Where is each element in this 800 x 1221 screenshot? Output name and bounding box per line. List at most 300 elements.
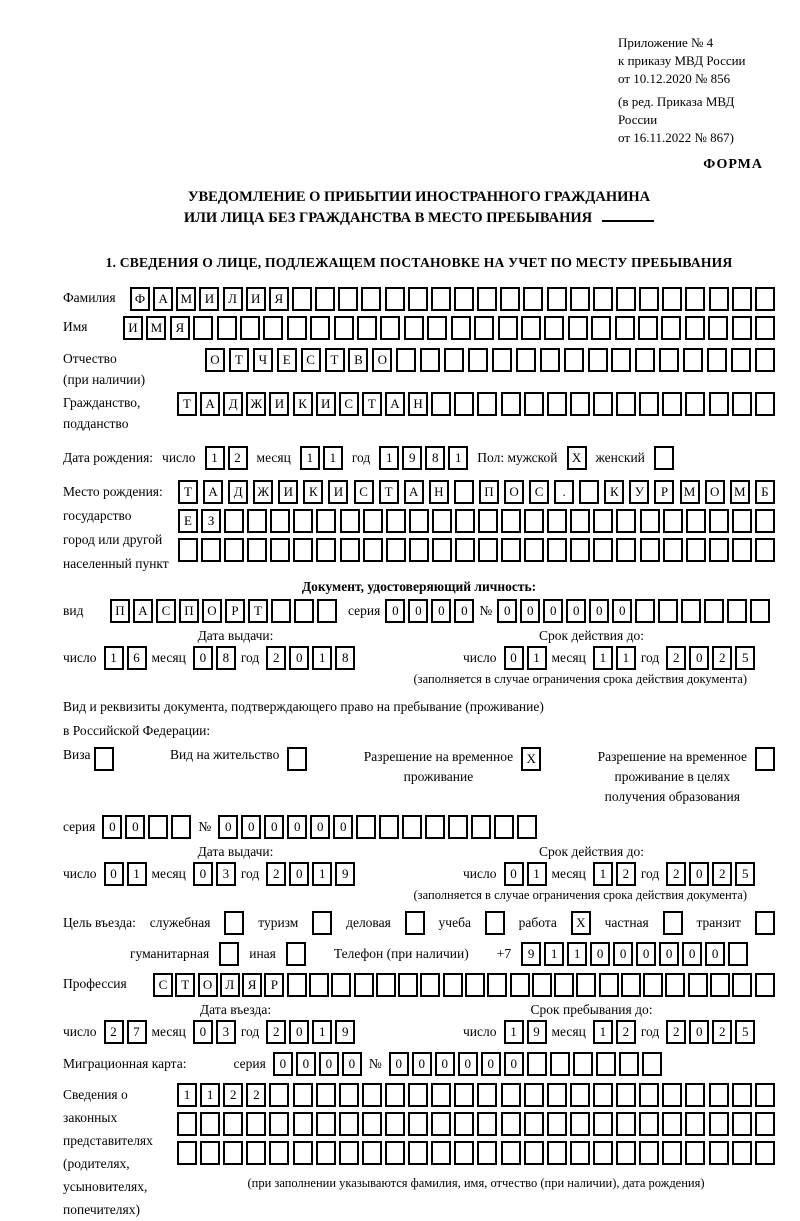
char-box[interactable]: 0 — [682, 942, 702, 966]
char-box[interactable] — [708, 316, 728, 340]
char-box[interactable]: Л — [223, 287, 243, 311]
char-box[interactable]: Я — [269, 287, 289, 311]
char-box[interactable] — [385, 287, 405, 311]
char-box[interactable] — [338, 287, 358, 311]
char-box[interactable]: 5 — [735, 1020, 755, 1044]
char-box[interactable] — [454, 392, 474, 416]
checkbox[interactable] — [219, 942, 239, 966]
char-box[interactable]: 0 — [689, 1020, 709, 1044]
char-box[interactable] — [398, 973, 418, 997]
char-box[interactable] — [750, 599, 770, 623]
char-box[interactable] — [593, 1141, 613, 1165]
char-box[interactable]: 2 — [266, 862, 286, 886]
char-box[interactable] — [616, 1112, 636, 1136]
char-box[interactable]: 0 — [435, 1052, 455, 1076]
char-box[interactable] — [363, 509, 383, 533]
char-box[interactable] — [385, 1083, 405, 1107]
char-box[interactable] — [309, 973, 329, 997]
checkbox[interactable] — [755, 911, 775, 935]
char-box[interactable] — [570, 392, 590, 416]
char-box[interactable] — [339, 1083, 359, 1107]
char-box[interactable] — [454, 1112, 474, 1136]
char-box[interactable]: 1 — [312, 862, 332, 886]
char-box[interactable] — [293, 1083, 313, 1107]
char-box[interactable] — [431, 392, 451, 416]
char-box[interactable]: С — [153, 973, 173, 997]
char-box[interactable] — [521, 316, 541, 340]
char-box[interactable]: 0 — [296, 1052, 316, 1076]
char-box[interactable] — [171, 815, 191, 839]
char-box[interactable]: 8 — [216, 646, 236, 670]
char-box[interactable] — [294, 599, 314, 623]
char-box[interactable] — [247, 509, 267, 533]
char-box[interactable] — [732, 1112, 752, 1136]
char-box[interactable] — [477, 392, 497, 416]
char-box[interactable] — [685, 287, 705, 311]
char-box[interactable] — [263, 316, 283, 340]
char-box[interactable]: 1 — [312, 1020, 332, 1044]
char-box[interactable] — [427, 316, 447, 340]
char-box[interactable]: П — [179, 599, 199, 623]
char-box[interactable] — [662, 1083, 682, 1107]
char-box[interactable]: 3 — [216, 1020, 236, 1044]
char-box[interactable]: Т — [379, 480, 399, 504]
char-box[interactable]: Е — [178, 509, 198, 533]
char-box[interactable]: С — [529, 480, 549, 504]
char-box[interactable]: 0 — [273, 1052, 293, 1076]
char-box[interactable]: М — [146, 316, 166, 340]
char-box[interactable] — [501, 1112, 521, 1136]
char-box[interactable] — [547, 392, 567, 416]
char-box[interactable] — [663, 538, 683, 562]
char-box[interactable]: И — [199, 287, 219, 311]
char-box[interactable] — [201, 538, 221, 562]
char-box[interactable] — [409, 538, 429, 562]
char-box[interactable] — [331, 973, 351, 997]
char-box[interactable] — [755, 1112, 775, 1136]
char-box[interactable]: 0 — [458, 1052, 478, 1076]
char-box[interactable] — [732, 1083, 752, 1107]
char-box[interactable]: 0 — [689, 646, 709, 670]
char-box[interactable]: 0 — [218, 815, 238, 839]
char-box[interactable]: 0 — [310, 815, 330, 839]
char-box[interactable]: 1 — [205, 446, 225, 470]
char-box[interactable] — [662, 287, 682, 311]
char-box[interactable] — [593, 392, 613, 416]
char-box[interactable] — [755, 1141, 775, 1165]
char-box[interactable] — [271, 599, 291, 623]
char-box[interactable] — [570, 1141, 590, 1165]
char-box[interactable]: И — [246, 287, 266, 311]
char-box[interactable] — [596, 1052, 616, 1076]
char-box[interactable] — [570, 538, 590, 562]
char-box[interactable]: К — [293, 392, 313, 416]
char-box[interactable] — [709, 392, 729, 416]
char-box[interactable] — [292, 287, 312, 311]
char-box[interactable]: 8 — [335, 646, 355, 670]
char-box[interactable]: 0 — [342, 1052, 362, 1076]
char-box[interactable]: З — [201, 509, 221, 533]
char-box[interactable] — [570, 287, 590, 311]
char-box[interactable] — [611, 348, 631, 372]
char-box[interactable] — [576, 973, 596, 997]
char-box[interactable] — [686, 538, 706, 562]
char-box[interactable] — [510, 973, 530, 997]
char-box[interactable] — [334, 316, 354, 340]
char-box[interactable] — [455, 509, 475, 533]
char-box[interactable] — [593, 1083, 613, 1107]
char-box[interactable] — [570, 1083, 590, 1107]
char-box[interactable]: К — [303, 480, 323, 504]
char-box[interactable]: 8 — [425, 446, 445, 470]
char-box[interactable] — [658, 599, 678, 623]
char-box[interactable] — [568, 316, 588, 340]
char-box[interactable] — [544, 316, 564, 340]
char-box[interactable] — [501, 392, 521, 416]
char-box[interactable] — [379, 815, 399, 839]
char-box[interactable] — [588, 348, 608, 372]
char-box[interactable] — [707, 348, 727, 372]
char-box[interactable] — [593, 538, 613, 562]
char-box[interactable] — [709, 1141, 729, 1165]
char-box[interactable]: О — [372, 348, 392, 372]
char-box[interactable] — [478, 538, 498, 562]
char-box[interactable] — [616, 392, 636, 416]
char-box[interactable]: 9 — [335, 862, 355, 886]
char-box[interactable]: А — [153, 287, 173, 311]
char-box[interactable] — [293, 509, 313, 533]
char-box[interactable]: И — [278, 480, 298, 504]
char-box[interactable] — [755, 287, 775, 311]
char-box[interactable] — [710, 973, 730, 997]
checkbox[interactable] — [755, 747, 775, 771]
char-box[interactable] — [451, 316, 471, 340]
char-box[interactable] — [270, 538, 290, 562]
char-box[interactable]: 1 — [300, 446, 320, 470]
char-box[interactable] — [354, 973, 374, 997]
char-box[interactable]: К — [604, 480, 624, 504]
char-box[interactable]: 2 — [266, 646, 286, 670]
char-box[interactable]: О — [504, 480, 524, 504]
char-box[interactable]: Ч — [253, 348, 273, 372]
char-box[interactable] — [454, 1083, 474, 1107]
char-box[interactable] — [478, 509, 498, 533]
char-box[interactable] — [316, 538, 336, 562]
char-box[interactable] — [732, 316, 752, 340]
char-box[interactable] — [570, 1112, 590, 1136]
char-box[interactable] — [408, 287, 428, 311]
char-box[interactable]: 5 — [735, 862, 755, 886]
char-box[interactable] — [362, 1112, 382, 1136]
char-box[interactable]: Н — [429, 480, 449, 504]
char-box[interactable] — [316, 1112, 336, 1136]
char-box[interactable]: 0 — [104, 862, 124, 886]
char-box[interactable]: 2 — [666, 1020, 686, 1044]
char-box[interactable] — [524, 538, 544, 562]
char-box[interactable]: 0 — [497, 599, 517, 623]
char-box[interactable]: П — [110, 599, 130, 623]
char-box[interactable]: И — [123, 316, 143, 340]
char-box[interactable]: Т — [325, 348, 345, 372]
char-box[interactable] — [200, 1112, 220, 1136]
char-box[interactable] — [516, 348, 536, 372]
char-box[interactable] — [501, 538, 521, 562]
char-box[interactable] — [616, 1083, 636, 1107]
char-box[interactable] — [727, 599, 747, 623]
char-box[interactable] — [247, 538, 267, 562]
char-box[interactable]: Р — [264, 973, 284, 997]
char-box[interactable] — [659, 348, 679, 372]
char-box[interactable] — [640, 538, 660, 562]
char-box[interactable] — [755, 316, 775, 340]
char-box[interactable]: С — [156, 599, 176, 623]
char-box[interactable]: 2 — [223, 1083, 243, 1107]
char-box[interactable]: 0 — [241, 815, 261, 839]
char-box[interactable]: 9 — [521, 942, 541, 966]
char-box[interactable]: 0 — [520, 599, 540, 623]
char-box[interactable] — [642, 1052, 662, 1076]
char-box[interactable]: А — [404, 480, 424, 504]
char-box[interactable]: Я — [170, 316, 190, 340]
char-box[interactable]: 2 — [712, 862, 732, 886]
char-box[interactable] — [454, 480, 474, 504]
char-box[interactable] — [524, 1083, 544, 1107]
char-box[interactable] — [599, 973, 619, 997]
char-box[interactable] — [638, 316, 658, 340]
char-box[interactable]: 0 — [193, 1020, 213, 1044]
char-box[interactable]: 2 — [616, 1020, 636, 1044]
char-box[interactable] — [487, 973, 507, 997]
char-box[interactable]: 1 — [616, 646, 636, 670]
char-box[interactable] — [755, 392, 775, 416]
char-box[interactable] — [547, 538, 567, 562]
checkbox[interactable] — [94, 747, 114, 771]
char-box[interactable]: 1 — [448, 446, 468, 470]
char-box[interactable] — [621, 973, 641, 997]
char-box[interactable]: 1 — [177, 1083, 197, 1107]
checkbox[interactable] — [287, 747, 307, 771]
char-box[interactable] — [316, 1083, 336, 1107]
char-box[interactable] — [287, 316, 307, 340]
char-box[interactable] — [361, 287, 381, 311]
char-box[interactable] — [564, 348, 584, 372]
char-box[interactable]: 0 — [264, 815, 284, 839]
char-box[interactable]: 1 — [104, 646, 124, 670]
char-box[interactable]: 0 — [543, 599, 563, 623]
char-box[interactable] — [240, 316, 260, 340]
char-box[interactable]: Н — [408, 392, 428, 416]
char-box[interactable]: 9 — [402, 446, 422, 470]
char-box[interactable]: Ж — [253, 480, 273, 504]
char-box[interactable]: И — [316, 392, 336, 416]
char-box[interactable] — [683, 348, 703, 372]
char-box[interactable]: 0 — [566, 599, 586, 623]
char-box[interactable] — [477, 1112, 497, 1136]
char-box[interactable]: 0 — [125, 815, 145, 839]
char-box[interactable] — [685, 1083, 705, 1107]
char-box[interactable] — [732, 1141, 752, 1165]
char-box[interactable] — [224, 509, 244, 533]
char-box[interactable] — [665, 973, 685, 997]
char-box[interactable] — [685, 392, 705, 416]
char-box[interactable] — [356, 815, 376, 839]
char-box[interactable] — [317, 599, 337, 623]
char-box[interactable]: 2 — [666, 862, 686, 886]
char-box[interactable]: 2 — [666, 646, 686, 670]
char-box[interactable]: 0 — [613, 942, 633, 966]
char-box[interactable]: Б — [755, 480, 775, 504]
char-box[interactable] — [540, 348, 560, 372]
char-box[interactable]: 0 — [193, 646, 213, 670]
char-box[interactable] — [396, 348, 416, 372]
char-box[interactable] — [570, 509, 590, 533]
char-box[interactable] — [340, 538, 360, 562]
char-box[interactable] — [177, 1112, 197, 1136]
char-box[interactable]: 0 — [319, 1052, 339, 1076]
char-box[interactable]: 9 — [335, 1020, 355, 1044]
char-box[interactable]: 0 — [504, 1052, 524, 1076]
char-box[interactable] — [316, 509, 336, 533]
char-box[interactable] — [615, 316, 635, 340]
char-box[interactable] — [362, 1141, 382, 1165]
char-box[interactable] — [524, 509, 544, 533]
char-box[interactable]: 1 — [593, 646, 613, 670]
char-box[interactable]: 0 — [408, 599, 428, 623]
char-box[interactable]: Т — [178, 480, 198, 504]
char-box[interactable]: 1 — [200, 1083, 220, 1107]
char-box[interactable]: 0 — [333, 815, 353, 839]
char-box[interactable] — [432, 509, 452, 533]
char-box[interactable] — [477, 1083, 497, 1107]
char-box[interactable] — [477, 1141, 497, 1165]
char-box[interactable] — [709, 1112, 729, 1136]
char-box[interactable] — [293, 1141, 313, 1165]
char-box[interactable]: 1 — [527, 862, 547, 886]
char-box[interactable] — [579, 480, 599, 504]
char-box[interactable]: И — [328, 480, 348, 504]
char-box[interactable]: 7 — [127, 1020, 147, 1044]
char-box[interactable] — [640, 509, 660, 533]
char-box[interactable] — [315, 287, 335, 311]
char-box[interactable]: 0 — [481, 1052, 501, 1076]
char-box[interactable]: 1 — [127, 862, 147, 886]
char-box[interactable]: 0 — [612, 599, 632, 623]
char-box[interactable] — [177, 1141, 197, 1165]
char-box[interactable] — [443, 973, 463, 997]
char-box[interactable]: П — [479, 480, 499, 504]
char-box[interactable] — [661, 316, 681, 340]
char-box[interactable]: . — [554, 480, 574, 504]
char-box[interactable] — [454, 1141, 474, 1165]
char-box[interactable] — [616, 509, 636, 533]
char-box[interactable] — [200, 1141, 220, 1165]
char-box[interactable] — [148, 815, 168, 839]
char-box[interactable] — [554, 973, 574, 997]
char-box[interactable] — [547, 1112, 567, 1136]
char-box[interactable]: 0 — [454, 599, 474, 623]
char-box[interactable] — [524, 1141, 544, 1165]
char-box[interactable] — [420, 348, 440, 372]
char-box[interactable] — [616, 1141, 636, 1165]
char-box[interactable] — [310, 316, 330, 340]
char-box[interactable] — [732, 287, 752, 311]
char-box[interactable] — [547, 1141, 567, 1165]
char-box[interactable] — [732, 973, 752, 997]
char-box[interactable] — [498, 316, 518, 340]
checkbox[interactable] — [312, 911, 332, 935]
char-box[interactable] — [287, 973, 307, 997]
char-box[interactable] — [465, 973, 485, 997]
char-box[interactable]: 1 — [504, 1020, 524, 1044]
char-box[interactable]: 0 — [193, 862, 213, 886]
char-box[interactable]: 5 — [735, 646, 755, 670]
char-box[interactable] — [593, 287, 613, 311]
char-box[interactable] — [269, 1083, 289, 1107]
char-box[interactable]: 0 — [289, 1020, 309, 1044]
char-box[interactable]: 0 — [289, 862, 309, 886]
char-box[interactable] — [547, 509, 567, 533]
checkbox[interactable] — [286, 942, 306, 966]
char-box[interactable] — [681, 599, 701, 623]
checkbox[interactable] — [663, 911, 683, 935]
char-box[interactable]: 2 — [616, 862, 636, 886]
char-box[interactable]: Р — [654, 480, 674, 504]
char-box[interactable] — [755, 973, 775, 997]
char-box[interactable] — [468, 348, 488, 372]
char-box[interactable]: Т — [362, 392, 382, 416]
char-box[interactable] — [431, 1083, 451, 1107]
char-box[interactable] — [408, 1083, 428, 1107]
char-box[interactable] — [616, 538, 636, 562]
char-box[interactable] — [193, 316, 213, 340]
char-box[interactable]: О — [205, 348, 225, 372]
char-box[interactable] — [685, 316, 705, 340]
char-box[interactable] — [732, 538, 752, 562]
char-box[interactable]: 0 — [412, 1052, 432, 1076]
char-box[interactable] — [663, 509, 683, 533]
char-box[interactable] — [686, 509, 706, 533]
checkbox[interactable]: X — [521, 747, 541, 771]
char-box[interactable] — [474, 316, 494, 340]
char-box[interactable] — [431, 1141, 451, 1165]
char-box[interactable]: 2 — [228, 446, 248, 470]
char-box[interactable] — [639, 287, 659, 311]
char-box[interactable] — [550, 1052, 570, 1076]
char-box[interactable] — [639, 392, 659, 416]
char-box[interactable] — [223, 1112, 243, 1136]
char-box[interactable]: 0 — [590, 942, 610, 966]
char-box[interactable] — [501, 1083, 521, 1107]
char-box[interactable]: Д — [228, 480, 248, 504]
char-box[interactable] — [524, 1112, 544, 1136]
char-box[interactable] — [593, 509, 613, 533]
char-box[interactable]: Ж — [246, 392, 266, 416]
char-box[interactable] — [408, 1112, 428, 1136]
checkbox[interactable] — [654, 446, 674, 470]
char-box[interactable] — [339, 1112, 359, 1136]
char-box[interactable]: 0 — [385, 599, 405, 623]
char-box[interactable]: 0 — [504, 862, 524, 886]
char-box[interactable]: 0 — [705, 942, 725, 966]
char-box[interactable] — [704, 599, 724, 623]
char-box[interactable]: 2 — [266, 1020, 286, 1044]
char-box[interactable] — [455, 538, 475, 562]
char-box[interactable]: У — [629, 480, 649, 504]
char-box[interactable] — [385, 1141, 405, 1165]
char-box[interactable] — [293, 538, 313, 562]
char-box[interactable] — [269, 1141, 289, 1165]
char-box[interactable]: 1 — [379, 446, 399, 470]
